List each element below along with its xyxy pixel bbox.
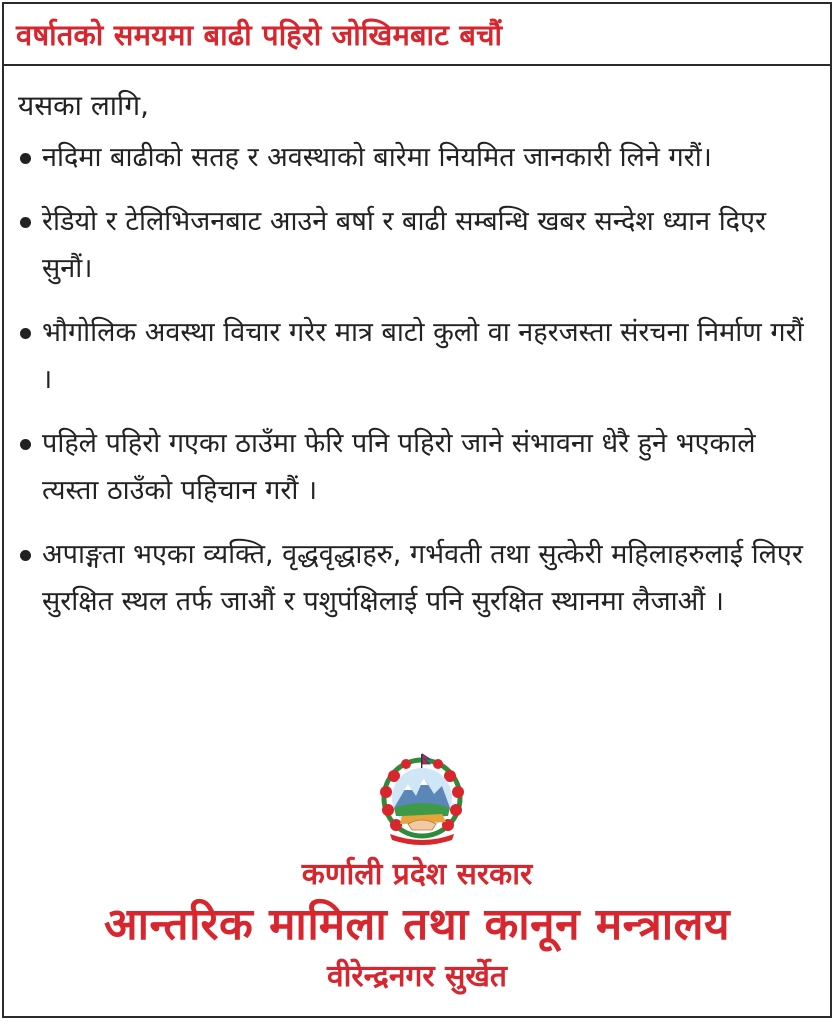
bullet-icon: [20, 153, 31, 164]
nepal-government-emblem-icon: [372, 752, 472, 848]
notice-frame: [2, 2, 832, 1018]
bullet-icon: [20, 217, 31, 228]
bullet-icon: [20, 328, 31, 339]
page-title: वर्षातको समयमा बाढी पहिरो जोखिमबाट बचौं: [4, 4, 830, 66]
government-name: कर्णाली प्रदेश सरकार: [301, 857, 533, 892]
bullet-icon: [20, 550, 31, 561]
intro-text: यसका लागि,: [18, 89, 149, 122]
list-item: [18, 531, 820, 625]
list-item-text: रेडियो र टेलिभिजनबाट आउने बर्षा र बाढी सम्बन्धि खबर सन्देश ध्यान दिएर सुनौं।: [42, 206, 766, 284]
list-item-text: अपाङ्गता भएका व्यक्ति, वृद्धवृद्धाहरु, गर्भवती तथा सुत्केरी महिलाहरुलाई लिएर सुरक्षित स्थल तर्फ जाऔं र पशुपंक्षिलाई पनि सुरक्षित स्थानमा लैजाऔं ।: [42, 539, 803, 617]
list-item: [18, 198, 820, 292]
list-item: [18, 309, 820, 403]
list-item-text: पहिले पहिरो गएका ठाउँमा फेरि पनि पहिरो जाने संभावना धेरै हुने भएकाले त्यस्ता ठाउँको पहिचान गरौं ।: [42, 428, 756, 506]
list-item: [18, 134, 820, 181]
list-item-text: नदिमा बाढीको सतह र अवस्थाको बारेमा नियमित जानकारी लिने गरौं।: [42, 142, 712, 173]
bullet-icon: [20, 439, 31, 450]
list-item: [18, 420, 820, 514]
location-text: वीरेन्द्रनगर सुर्खेत: [326, 959, 508, 994]
list-item-text: भौगोलिक अवस्था विचार गरेर मात्र बाटो कुलो वा नहरजस्ता संरचना निर्माण गरौं ।: [42, 317, 804, 395]
advice-list: [18, 134, 820, 642]
ministry-name: आन्तरिक मामिला तथा कानून मन्त्रालय: [104, 899, 730, 950]
